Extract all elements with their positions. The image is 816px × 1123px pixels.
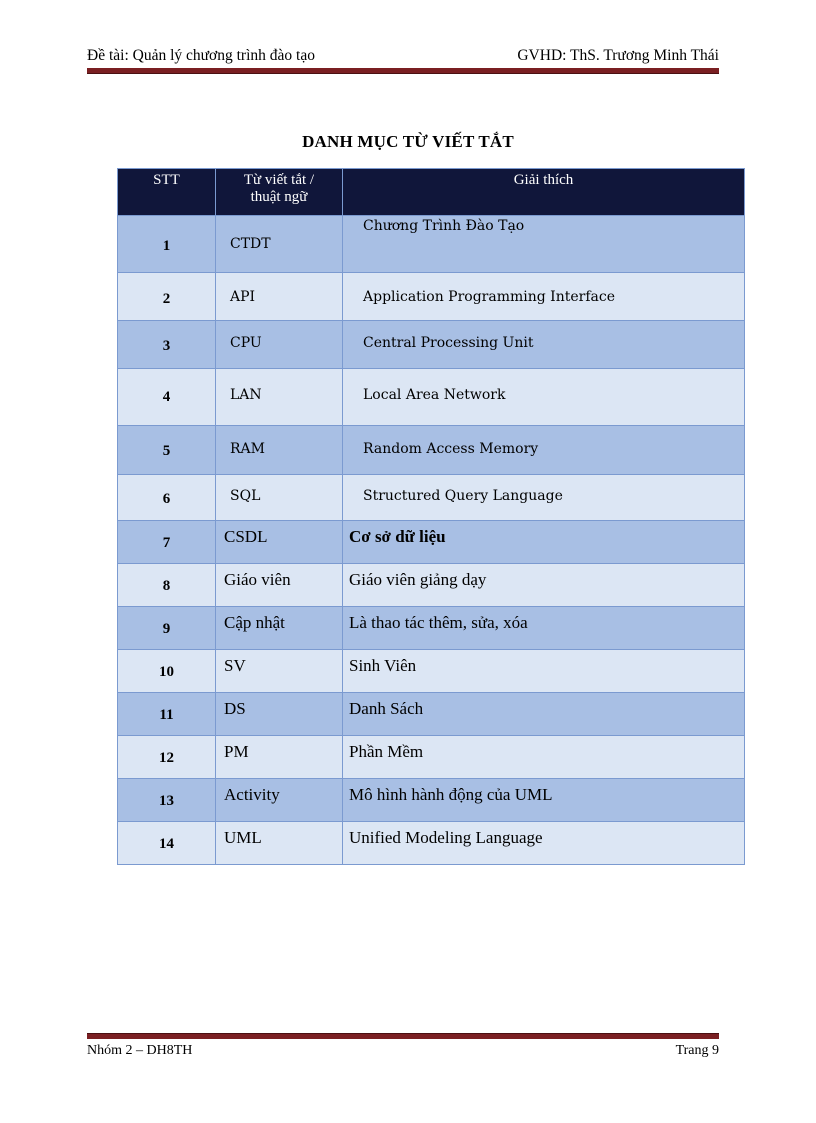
row-description: Cơ sở dữ liệu bbox=[343, 521, 745, 564]
row-stt: 13 bbox=[118, 779, 216, 822]
row-abbreviation: PM bbox=[216, 736, 343, 779]
row-abbreviation: DS bbox=[216, 693, 343, 736]
table-row bbox=[118, 650, 745, 693]
column-header-stt: STT bbox=[118, 169, 216, 216]
column-header-abbreviation-label: Từ viết tắt / thuật ngữ bbox=[243, 172, 315, 205]
table-header-row bbox=[118, 169, 745, 216]
row-description: Central Processing Unit bbox=[343, 321, 745, 369]
page-footer bbox=[87, 1042, 719, 1060]
table-row bbox=[118, 736, 745, 779]
row-description: Local Area Network bbox=[343, 369, 745, 426]
row-abbreviation: SV bbox=[216, 650, 343, 693]
row-stt: 7 bbox=[118, 521, 216, 564]
row-abbreviation: CPU bbox=[216, 321, 343, 369]
row-description: Là thao tác thêm, sửa, xóa bbox=[343, 607, 745, 650]
table-row bbox=[118, 564, 745, 607]
row-stt: 3 bbox=[118, 321, 216, 369]
row-abbreviation: CTDT bbox=[216, 216, 343, 273]
table-row bbox=[118, 521, 745, 564]
row-abbreviation: RAM bbox=[216, 426, 343, 475]
table-row bbox=[118, 426, 745, 475]
column-header-abbreviation bbox=[216, 169, 343, 216]
table-row bbox=[118, 273, 745, 321]
row-description: Application Programming Interface bbox=[343, 273, 745, 321]
page-title: DANH MỤC TỪ VIẾT TẮT bbox=[302, 132, 514, 151]
table-row bbox=[118, 369, 745, 426]
page-header bbox=[87, 46, 719, 66]
row-abbreviation: SQL bbox=[216, 475, 343, 521]
column-header-description: Giải thích bbox=[343, 169, 745, 216]
footer-group: Nhóm 2 – DH8TH bbox=[87, 1043, 193, 1058]
row-description: Chương Trình Đào Tạo bbox=[343, 216, 745, 273]
row-description: Structured Query Language bbox=[343, 475, 745, 521]
table-row bbox=[118, 216, 745, 273]
row-description: Phần Mềm bbox=[343, 736, 745, 779]
footer-page-number: Trang 9 bbox=[675, 1043, 719, 1058]
row-abbreviation: LAN bbox=[216, 369, 343, 426]
row-abbreviation: CSDL bbox=[216, 521, 343, 564]
row-stt: 11 bbox=[118, 693, 216, 736]
row-stt: 12 bbox=[118, 736, 216, 779]
row-description: Giáo viên giảng dạy bbox=[343, 564, 745, 607]
row-description: Random Access Memory bbox=[343, 426, 745, 475]
row-stt: 4 bbox=[118, 369, 216, 426]
row-stt: 10 bbox=[118, 650, 216, 693]
row-description: Unified Modeling Language bbox=[343, 822, 745, 865]
row-stt: 14 bbox=[118, 822, 216, 865]
table-row bbox=[118, 693, 745, 736]
row-description: Sinh Viên bbox=[343, 650, 745, 693]
table-row bbox=[118, 321, 745, 369]
abbreviation-table bbox=[117, 168, 745, 865]
table-row bbox=[118, 607, 745, 650]
row-stt: 1 bbox=[118, 216, 216, 273]
row-description: Danh Sách bbox=[343, 693, 745, 736]
row-description: Mô hình hành động của UML bbox=[343, 779, 745, 822]
row-abbreviation: API bbox=[216, 273, 343, 321]
table-row bbox=[118, 822, 745, 865]
row-stt: 5 bbox=[118, 426, 216, 475]
header-advisor: GVHD: ThS. Trương Minh Thái bbox=[517, 47, 719, 64]
row-stt: 6 bbox=[118, 475, 216, 521]
row-stt: 8 bbox=[118, 564, 216, 607]
row-abbreviation: UML bbox=[216, 822, 343, 865]
footer-rule bbox=[87, 1033, 719, 1039]
table-row bbox=[118, 779, 745, 822]
table-row bbox=[118, 475, 745, 521]
row-abbreviation: Giáo viên bbox=[216, 564, 343, 607]
row-stt: 9 bbox=[118, 607, 216, 650]
row-stt: 2 bbox=[118, 273, 216, 321]
row-abbreviation: Activity bbox=[216, 779, 343, 822]
header-rule bbox=[87, 68, 719, 74]
header-project-title: Đề tài: Quản lý chương trình đào tạo bbox=[87, 47, 315, 64]
row-abbreviation: Cập nhật bbox=[216, 607, 343, 650]
